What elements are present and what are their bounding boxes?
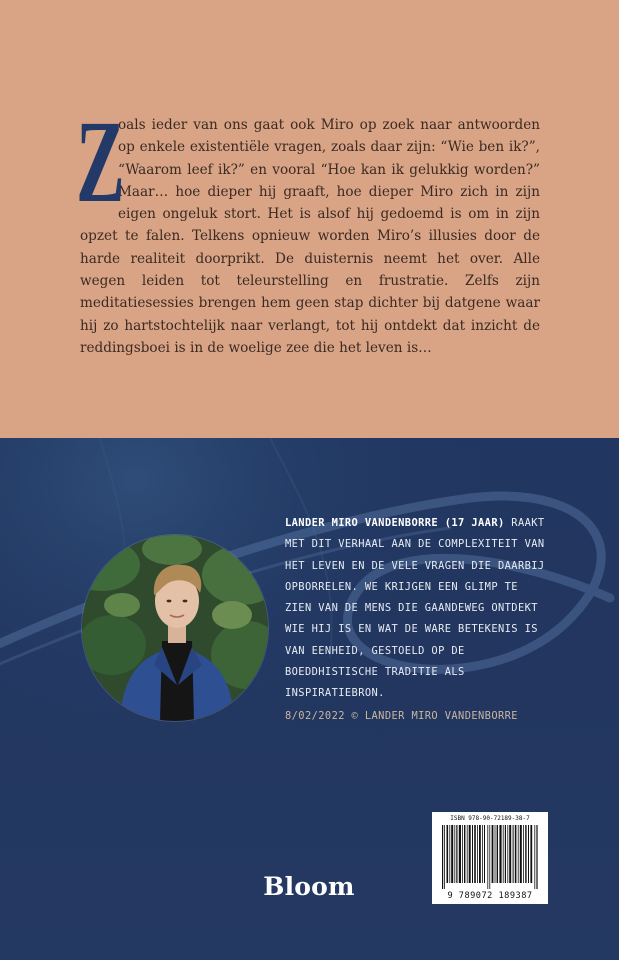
copyright-line: 8/02/2022 © LANDER MIRO VANDENBORRE xyxy=(285,710,518,722)
barcode-icon xyxy=(440,825,540,889)
blurb-text: oals ieder van ons gaat ook Miro op zoek naar antwoorden op enkele existentiële vragen, zoals daar zijn: “Wie ben ik?”, “Waarom leef ik?” en vooral “Hoe kan ik gelukkig worden?” Maar… hoe dieper hij graaft, hoe dieper Miro zich in zijn eigen ongeluk stort. Het is alsof hij gedoemd is om in zijn opzet te falen. Telkens opnieuw worden Miro’s illusies door de harde realiteit doorprikt. De duisternis neemt het over. Alle wegen leiden tot teleurstelling en frustratie. Zelfs zijn meditatiesessies brengen hem geen stap dichter bij datgene waar hij zo hartstochtelijk naar verlangt, tot hij ontdekt dat inzicht de reddingsboei is in de woelige zee die het leven is… xyxy=(80,117,540,356)
blurb-text-block xyxy=(76,96,540,359)
drop-cap: Z xyxy=(76,96,125,227)
blurb-panel xyxy=(0,0,619,438)
portrait-image-icon xyxy=(82,535,268,721)
author-name: LANDER MIRO VANDENBORRE (17 JAAR) xyxy=(285,517,505,529)
isbn-barcode xyxy=(432,812,548,904)
barcode-digits: 9 789072 189387 xyxy=(447,891,533,901)
isbn-label: ISBN 978-90-72189-38-7 xyxy=(450,815,530,822)
author-bio-text: RAAKT MET DIT VERHAAL AAN DE COMPLEXITEIT VAN HET LEVEN EN DE VELE VRAGEN DIE DAARBIJ OPBORRELEN. WE KRIJGEN EEN GLIMP TE ZIEN VAN DE MENS DIE GAANDEWEG ONTDEKT WIE HIJ IS EN WAT DE WARE BETEKENIS IS VAN EENHEID, GESTOELD OP DE BOEDDHISTISCHE TRADITIE ALS INSPIRATIEBRON. xyxy=(285,517,545,700)
publisher-logo: Bloom xyxy=(263,872,355,901)
author-portrait-photo xyxy=(81,534,269,722)
author-bio xyxy=(285,513,547,705)
